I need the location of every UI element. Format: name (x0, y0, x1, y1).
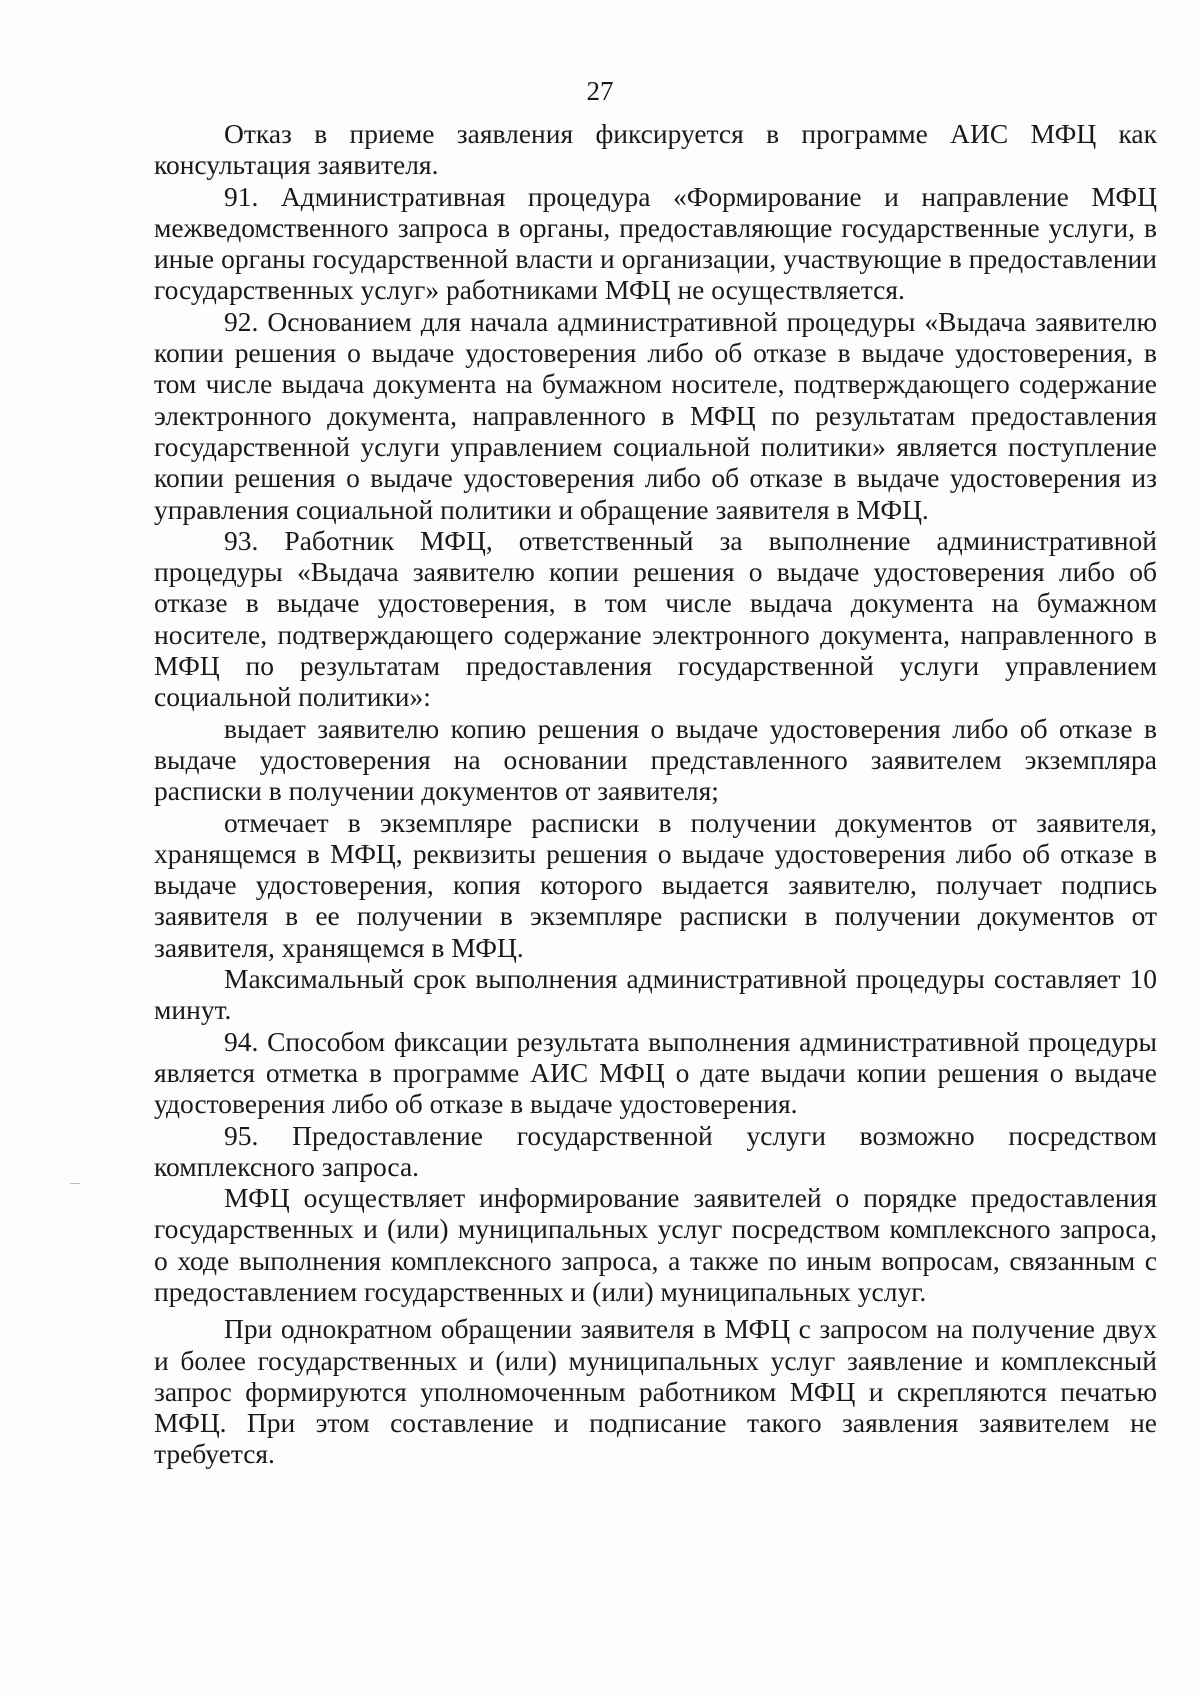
paragraph-item-93: 93. Работник МФЦ, ответственный за выполнение административной процедуры «Выдача заявителю копии решения о выдаче удостоверения либо об отказе в выдаче удостоверения, в том числе выдача документа на бумажном носителе, подтверждающего содержание электронного документа, направленного в МФЦ по результатам предоставления государственной услуги управлением социальной политики»: (154, 524, 1157, 713)
paragraph-item-91: 91. Административная процедура «Формирование и направление МФЦ межведомственного запроса в органы, предоставляющие государственные услуги, в иные органы государственной власти и организации, участвующие в предоставлении государственных услуг» работниками МФЦ не осуществляется. (154, 180, 1157, 306)
paragraph: МФЦ осуществляет информирование заявителей о порядке предоставления государственных и (или) муниципальных услуг посредством комплексного запроса, о ходе выполнения комплексного запроса, а также по иным вопросам, связанным с предоставлением государственных и (или) муниципальных услуг. (154, 1182, 1157, 1307)
paragraph: При однократном обращении заявителя в МФЦ с запросом на получение двух и более государственных и (или) муниципальных услуг заявление и комплексный запрос формируются уполномоченным работником МФЦ и скрепляются печатью МФЦ. При этом составление и подписание такого заявления заявителем не требуется. (154, 1313, 1157, 1470)
paragraph: Отказ в приеме заявления фиксируется в программе АИС МФЦ как консультация заявителя. (154, 118, 1157, 181)
paragraph: Максимальный срок выполнения административной процедуры составляет 10 минут. (154, 963, 1157, 1026)
page-number: 27 (586, 76, 614, 106)
paragraph-item-94: 94. Способом фиксации результата выполнения административной процедуры является отметка в программе АИС МФЦ о дате выдачи копии решения о выдаче удостоверения либо об отказе в выдаче удостоверения. (154, 1025, 1157, 1120)
document-body (154, 118, 1157, 1470)
paragraph-subitem: отмечает в экземпляре расписки в получении документов от заявителя, хранящемся в МФЦ, реквизиты решения о выдаче удостоверения либо об отказе в выдаче удостоверения, копия которого выдается заявителю, получает подпись заявителя в ее получении в экземпляре расписки в получении документов от заявителя, хранящемся в МФЦ. (154, 806, 1157, 963)
paragraph-item-95: 95. Предоставление государственной услуги возможно посредством комплексного запроса. (154, 1119, 1157, 1182)
scan-margin-mark (70, 1183, 80, 1184)
paragraph-item-92: 92. Основанием для начала административной процедуры «Выдача заявителю копии решения о выдаче удостоверения либо об отказе в выдаче удостоверения, в том числе выдача документа на бумажном носителе, подтверждающего содержание электронного документа, направленного в МФЦ по результатам предоставления государственной услуги управлением социальной политики» является поступление копии решения о выдаче удостоверения либо об отказе в выдаче удостоверения из управления социальной политики и обращение заявителя в МФЦ. (154, 305, 1157, 525)
paragraph-subitem: выдает заявителю копию решения о выдаче удостоверения либо об отказе в выдаче удостоверения на основании представленного заявителем экземпляра расписки в получении документов от заявителя; (154, 712, 1157, 807)
